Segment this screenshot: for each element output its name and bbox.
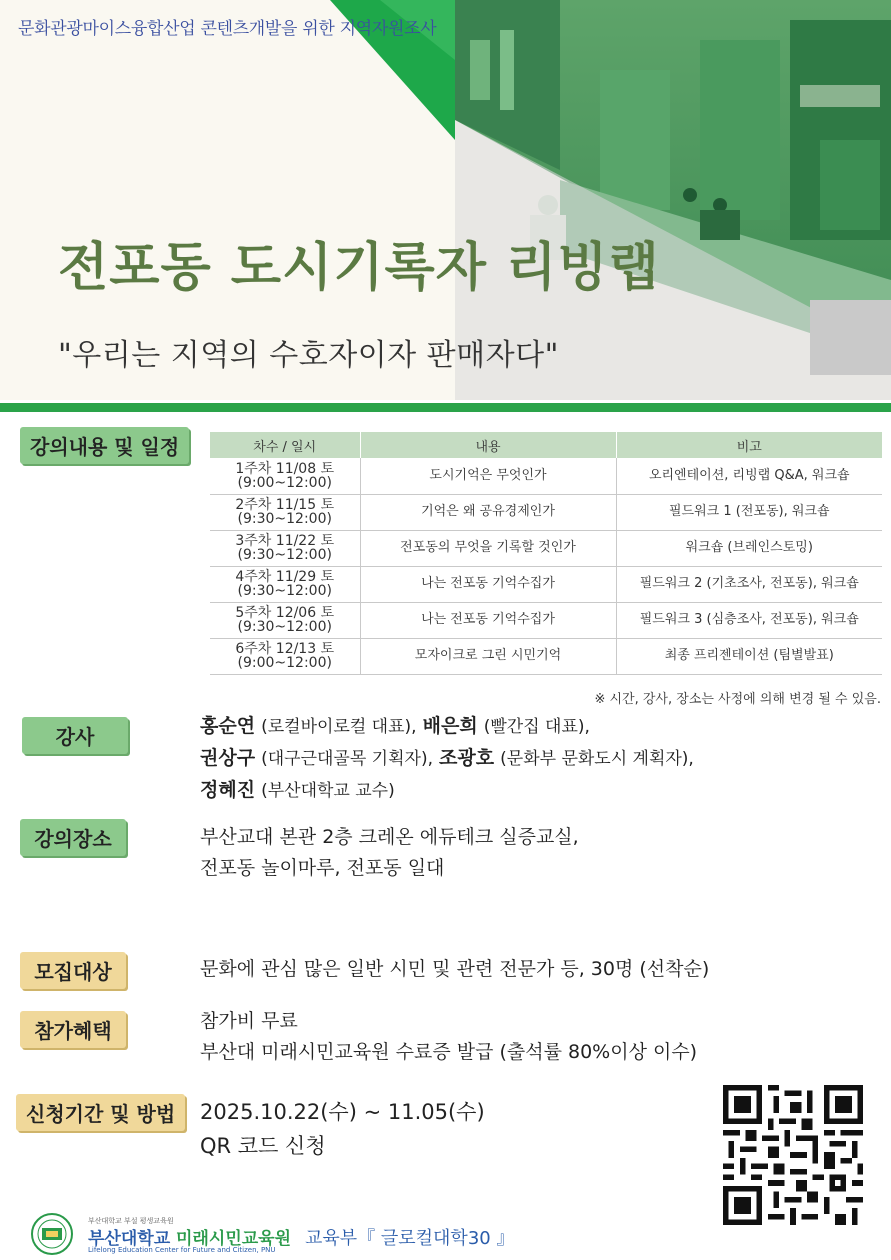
venue-text xyxy=(200,822,579,884)
qr-code-icon[interactable] xyxy=(723,1085,863,1225)
session-label: 1주차 11/08 토 xyxy=(235,460,335,477)
instructor-role: (문화부 문화도시 계획자), xyxy=(500,749,694,769)
session-label: 4주차 11/29 토 xyxy=(235,569,335,585)
header-content: 내용 xyxy=(360,432,616,458)
apply-period: 2025.10.22(수) ~ 11.05(수) xyxy=(200,1100,485,1124)
instructor-role: (로컬바이로컬 대표), xyxy=(261,717,417,737)
instructor-name: 권상구 xyxy=(200,747,256,769)
schedule-header-row xyxy=(210,432,882,458)
content-cell: 나는 전포동 기억수집가 xyxy=(360,602,616,638)
instructor-name: 배은희 xyxy=(422,715,478,737)
benefit-text xyxy=(200,1006,697,1068)
content-cell: 기억은 왜 공유경제인가 xyxy=(360,494,616,530)
table-row xyxy=(210,566,882,602)
instructors-text xyxy=(200,711,694,807)
university-seal-logo xyxy=(26,1212,78,1256)
session-time: (9:00~12:00) xyxy=(237,655,332,671)
venue-line: 부산교대 본관 2층 크레온 에듀테크 실증교실, xyxy=(200,826,579,848)
session-cell xyxy=(210,566,360,602)
instructor-name: 조광호 xyxy=(439,747,495,769)
footer-affiliation: 부산대학교 부설 평생교육원 xyxy=(88,1217,174,1225)
benefit-label: 참가혜택 xyxy=(20,1011,126,1048)
session-cell xyxy=(210,494,360,530)
venue-label: 강의장소 xyxy=(20,819,126,856)
note-cell: 필드워크 2 (기초조사, 전포동), 워크숍 xyxy=(616,566,882,602)
hero-banner xyxy=(0,0,891,400)
session-time: (9:30~12:00) xyxy=(237,583,332,599)
venue-line: 전포동 놀이마루, 전포동 일대 xyxy=(200,857,445,879)
table-row xyxy=(210,494,882,530)
apply-text xyxy=(200,1095,485,1163)
target-label: 모집대상 xyxy=(20,952,126,989)
note-cell: 오리엔테이션, 리빙랩 Q&A, 워크숍 xyxy=(616,458,882,494)
target-text: 문화에 관심 많은 일반 시민 및 관련 전문가 등, 30명 (선착순) xyxy=(200,958,710,980)
session-label: 6주차 12/13 토 xyxy=(235,641,335,657)
project-subtitle: 문화관광마이스융합산업 콘텐츠개발을 위한 지역자원조사 xyxy=(18,19,437,39)
instructor-role: (빨간집 대표), xyxy=(483,717,590,737)
table-row xyxy=(210,530,882,566)
instructor-role: (대구근대골목 기획자), xyxy=(261,749,433,769)
session-time: (9:30~12:00) xyxy=(237,619,332,635)
benefit-line: 참가비 무료 xyxy=(200,1010,298,1032)
session-cell xyxy=(210,530,360,566)
session-cell xyxy=(210,602,360,638)
session-label: 2주차 11/15 토 xyxy=(235,497,335,513)
content-cell: 나는 전포동 기억수집가 xyxy=(360,566,616,602)
session-time: (9:00~12:00) xyxy=(237,474,332,491)
footer-university: 부산대학교 xyxy=(88,1229,171,1249)
benefit-line: 부산대 미래시민교육원 수료증 발급 (출석률 80%이상 이수) xyxy=(200,1041,698,1063)
schedule-note: ※ 시간, 강사, 장소는 사정에 의해 변경 될 수 있음. xyxy=(594,692,881,707)
table-row xyxy=(210,602,882,638)
schedule-table xyxy=(210,432,882,675)
apply-method: QR 코드 신청 xyxy=(200,1134,326,1158)
instructor-name: 정혜진 xyxy=(200,779,256,801)
page-title: 전포동 도시기록자 리빙랩 xyxy=(58,238,660,298)
session-cell xyxy=(210,638,360,674)
footer-program: 교육부『 글로컬대학30 』 xyxy=(305,1228,515,1249)
schedule-label: 강의내용 및 일정 xyxy=(20,427,189,464)
divider-band xyxy=(0,403,891,412)
session-cell xyxy=(210,458,360,494)
content-cell: 모자이크로 그린 시민기억 xyxy=(360,638,616,674)
content-cell: 전포동의 무엇을 기록할 것인가 xyxy=(360,530,616,566)
header-note: 비고 xyxy=(616,432,882,458)
note-cell: 최종 프리젠테이션 (팀별발표) xyxy=(616,638,882,674)
note-cell: 워크숍 (브레인스토밍) xyxy=(616,530,882,566)
footer-english-name: Lifelong Education Center for Future and Citizen, PNU xyxy=(88,1246,276,1254)
session-time: (9:30~12:00) xyxy=(237,511,332,527)
session-label: 3주차 11/22 토 xyxy=(235,533,335,549)
table-row xyxy=(210,458,882,494)
apply-label: 신청기간 및 방법 xyxy=(16,1094,185,1131)
note-cell: 필드워크 3 (심층조사, 전포동), 워크숍 xyxy=(616,602,882,638)
instructor-role: (부산대학교 교수) xyxy=(261,781,395,801)
session-time: (9:30~12:00) xyxy=(237,547,332,563)
instructors-label: 강사 xyxy=(22,717,128,754)
footer-center: 미래시민교육원 xyxy=(176,1229,292,1249)
content-cell: 도시기억은 무엇인가 xyxy=(360,458,616,494)
table-row xyxy=(210,638,882,674)
session-label: 5주차 12/06 토 xyxy=(235,605,335,621)
instructor-name: 홍순연 xyxy=(200,715,256,737)
header-session: 차수 / 일시 xyxy=(210,432,360,458)
note-cell: 필드워크 1 (전포동), 워크숍 xyxy=(616,494,882,530)
slogan-quote: "우리는 지역의 수호자이자 판매자다" xyxy=(58,338,559,373)
